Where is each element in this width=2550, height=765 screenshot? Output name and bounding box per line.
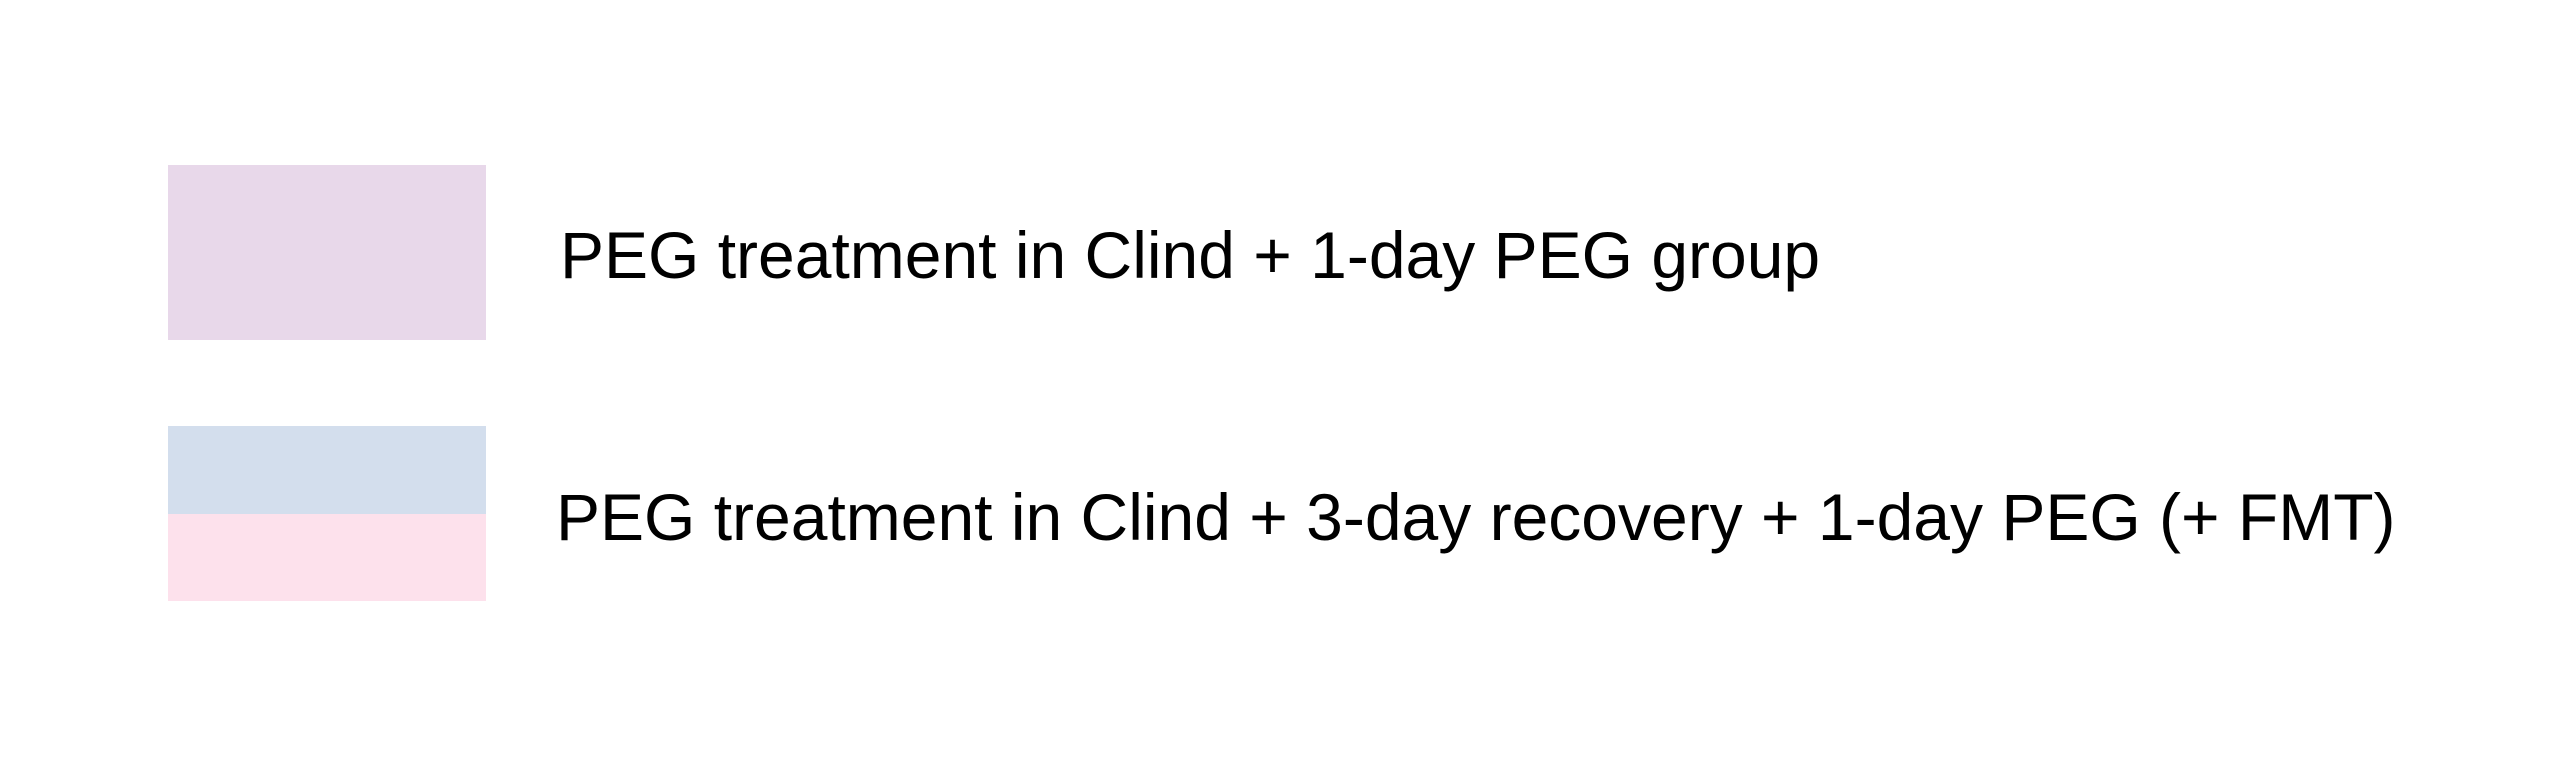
legend-swatch-recovery-peg-fmt xyxy=(168,514,486,601)
legend-label-recovery-peg-fmt: PEG treatment in Clind + 3-day recovery + 1-day PEG (+ FMT) xyxy=(556,480,2396,554)
legend-swatch-recovery-peg xyxy=(168,426,486,514)
legend-label-clind-1day-peg: PEG treatment in Clind + 1-day PEG group xyxy=(560,218,1821,292)
legend-swatch-clind-1day-peg xyxy=(168,165,486,340)
